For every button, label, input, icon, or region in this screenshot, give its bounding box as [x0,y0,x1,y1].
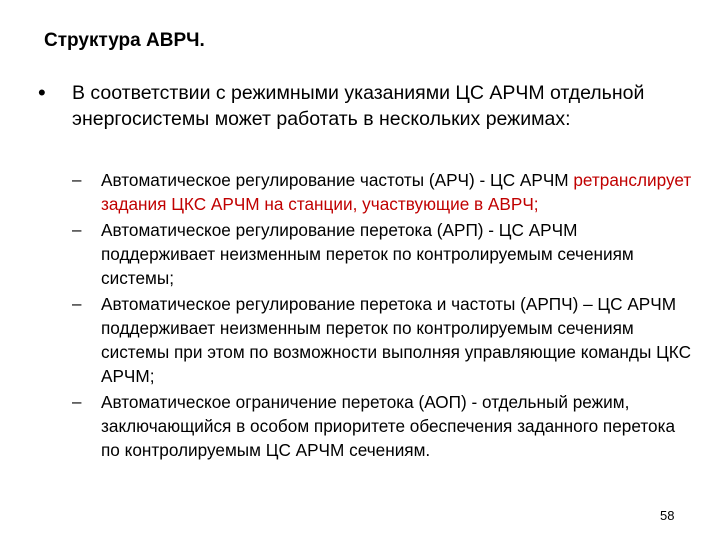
main-bullet-text: В соответствии с режимными указаниями ЦС АРЧМ отдельной энергосистемы может работать в нескольких режимах: [72,82,645,130]
bullet-marker: • [38,80,46,105]
sub-item-arp [72,218,692,290]
dash-marker: – [72,170,82,189]
sub-item-text-plain: Автоматическое регулирование частоты (АРЧ) - ЦС АРЧМ [101,170,574,190]
sub-item-text: Автоматическое регулирование перетока (АРП) - ЦС АРЧМ поддерживает неизменным переток по контролируемым сечениям системы; [101,220,634,288]
dash-marker: – [72,392,82,411]
sub-item-text: Автоматическое ограничение перетока (АОП) - отдельный режим, заключающийся в особом приоритете обеспечения заданного перетока по контролируемым ЦС АРЧМ сечениям. [101,392,676,460]
sub-item-text [101,168,692,216]
dash-marker: – [72,220,82,239]
slide-title: Структура АВРЧ. [44,30,205,51]
sub-item-arpch [72,292,692,388]
main-bullet [38,80,678,132]
page-number: 58 [660,508,675,523]
sub-item-aop [72,390,692,462]
sub-item-text: Автоматическое регулирование перетока и частоты (АРПЧ) – ЦС АРЧМ поддерживает неизменным переток по контролируемым сечениям системы при этом по возможности выполняя управляющие команды ЦКС АРЧМ; [101,294,692,386]
sub-item-arch [72,168,692,216]
sub-list [72,168,692,464]
sub-item-text-highlight: ретранслирует задания ЦКС АРЧМ на станции, участвующие в АВРЧ; [101,170,692,214]
dash-marker: – [72,294,82,313]
